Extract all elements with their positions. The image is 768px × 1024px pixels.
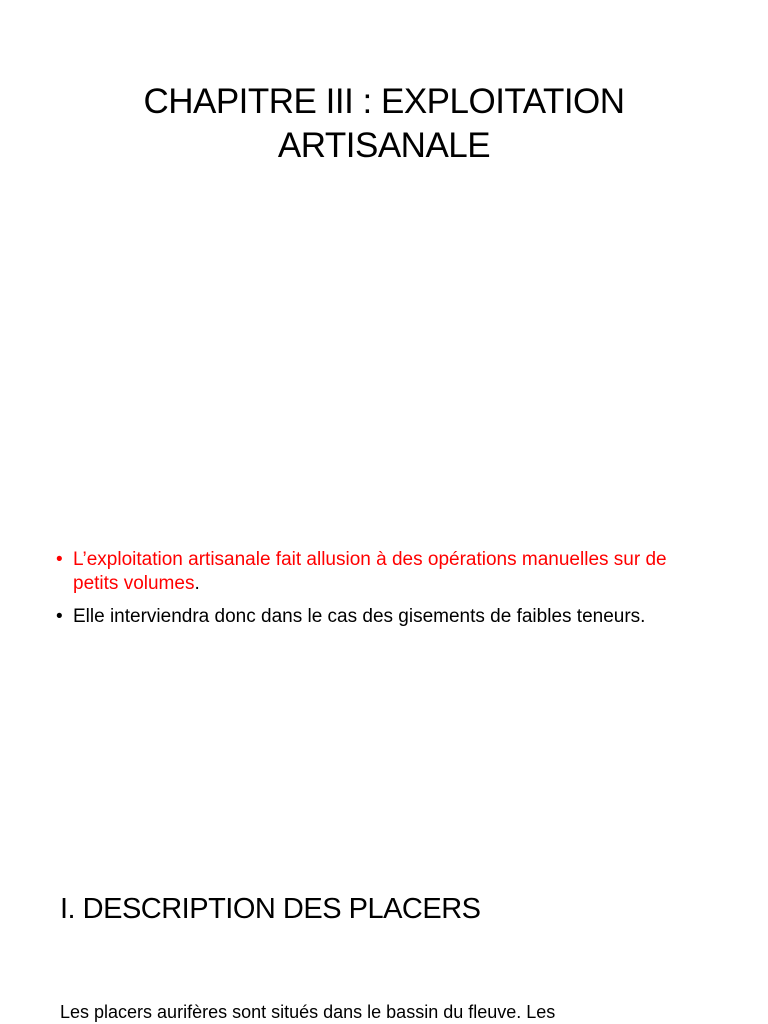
section-heading: I. DESCRIPTION DES PLACERS <box>60 893 481 925</box>
bullet-list <box>56 548 716 638</box>
body-paragraph: Les placers aurifères sont situés dans le bassin du fleuve. Les <box>60 1002 556 1022</box>
bullet-item-2 <box>56 605 716 629</box>
bullet-text: Elle interviendra donc dans le cas des gisements de faibles teneurs. <box>73 606 646 627</box>
slide-title <box>0 80 768 168</box>
slide-title-line-2: ARTISANALE <box>277 126 491 165</box>
bullet-marker: • <box>56 606 63 627</box>
bullet-text-highlighted: L’exploitation artisanale fait allusion à des opérations manuelles sur de petits volumes <box>73 549 667 594</box>
bullet-marker: • <box>56 549 63 570</box>
bullet-item-1 <box>56 548 716 596</box>
bullet-period: . <box>194 573 200 594</box>
slide-title-line-1: CHAPITRE III : EXPLOITATION <box>143 82 625 121</box>
